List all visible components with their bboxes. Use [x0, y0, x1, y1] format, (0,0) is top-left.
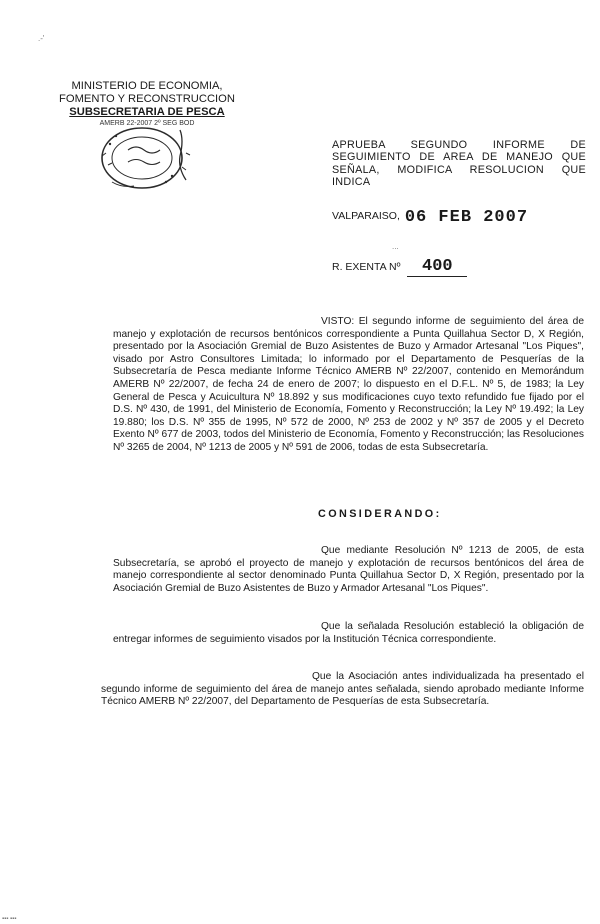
place-label: VALPARAISO, — [332, 210, 400, 222]
place-and-date — [332, 206, 528, 225]
considerando-paragraph-1: Que mediante Resolución Nº 1213 de 2005, de esta Subsecretaría, se aprobó el proyecto de manejo y explotación de recursos bentónicos del área de manejo correspondiente al sector denominado Punta Quillahua Sector D, X Región, presentado por la Asociación Gremial de Buzo Asistentes de Buzo y Armador Artesanal "Los Piques". — [113, 545, 584, 594]
scan-mark-mid: ... — [392, 242, 399, 251]
resolution-number-line — [332, 258, 467, 277]
resolution-subject — [332, 139, 586, 189]
date-stamp: 06 FEB 2007 — [404, 208, 529, 227]
resolution-number: 400 — [407, 258, 467, 277]
subject-line4: INDICA — [332, 176, 371, 189]
subject-line2: SEGUIMIENTO DE AREA DE MANEJO QUE — [332, 151, 586, 164]
considerando-paragraph-3: Que la Asociación antes individualizada ha presentado el segundo informe de seguimiento del área de manejo antes señalada, siendo aprobado mediante Informe Técnico AMERB Nº 22/2007, del Departamento de Pesquerías de esta Subsecretaría. — [101, 671, 584, 708]
reference-code: AMERB 22-2007 2º SEG BOD — [99, 120, 195, 127]
visto-paragraph — [113, 316, 584, 455]
considerando-paragraph-2: Que la señalada Resolución estableció la obligación de entregar informes de seguimiento visados por la Institución Técnica correspondiente. — [113, 621, 584, 645]
resolution-label: R. EXENTA Nº — [332, 261, 401, 273]
visto-text: El segundo informe de seguimiento del área de manejo y explotación de recursos bentónicos correspondiente a Punta Quillahua Sector D, X Región, presentado por la Asociación Gremial de Buzo Asistentes de Buzo y Armador Artesanal "Los Piques", visado por Astro Consultores Limitada; lo informado por el Departamento de Pesquerías de la Subsecretaría de Pesca mediante Informe Técnico AMERB Nº 22/2007, contenido en Memorándum AMERB Nº 22/2007, de fecha 24 de enero de 2007; lo dispuesto en el D.F.L. Nº 5, de 1983; la Ley General de Pesca y Acuicultura Nº 18.892 y sus modificaciones cuyo texto refundido fue fijado por el D.S. Nº 430, de 1991, del Ministerio de Economía, Fomento y Reconstrucción; la Ley Nº 19.492; la Ley 19.880; los D.S. Nº 355 de 1995, Nº 572 de 2000, Nº 253 de 2002 y Nº 357 de 2005 y el Decreto Exento Nº 677 de 2003, todos del Ministerio de Economía, Fomento y Reconstrucción; las Resoluciones Nº 3265 de 2004, Nº 1213 de 2005 y Nº 591 de 2006, todas de esta Subsecretaría. — [113, 316, 584, 453]
subsecretaria-name: SUBSECRETARIA DE PESCA — [69, 106, 225, 118]
scan-mark-top: .-' — [38, 34, 45, 43]
ministry-name-line2: FOMENTO Y RECONSTRUCCION — [59, 93, 235, 105]
official-seal-icon — [92, 120, 200, 192]
visto-heading: VISTO: — [321, 316, 355, 327]
subject-line1: APRUEBA SEGUNDO INFORME DE — [332, 139, 586, 151]
considerando-heading: CONSIDERANDO: — [318, 508, 442, 520]
ministry-name-line1: MINISTERIO DE ECONOMIA, — [71, 80, 223, 92]
subject-line3: SEÑALA, MODIFICA RESOLUCION QUE — [332, 163, 586, 176]
scan-mark-bottom: ▪▪▪ ▪▪▪ — [2, 916, 17, 922]
